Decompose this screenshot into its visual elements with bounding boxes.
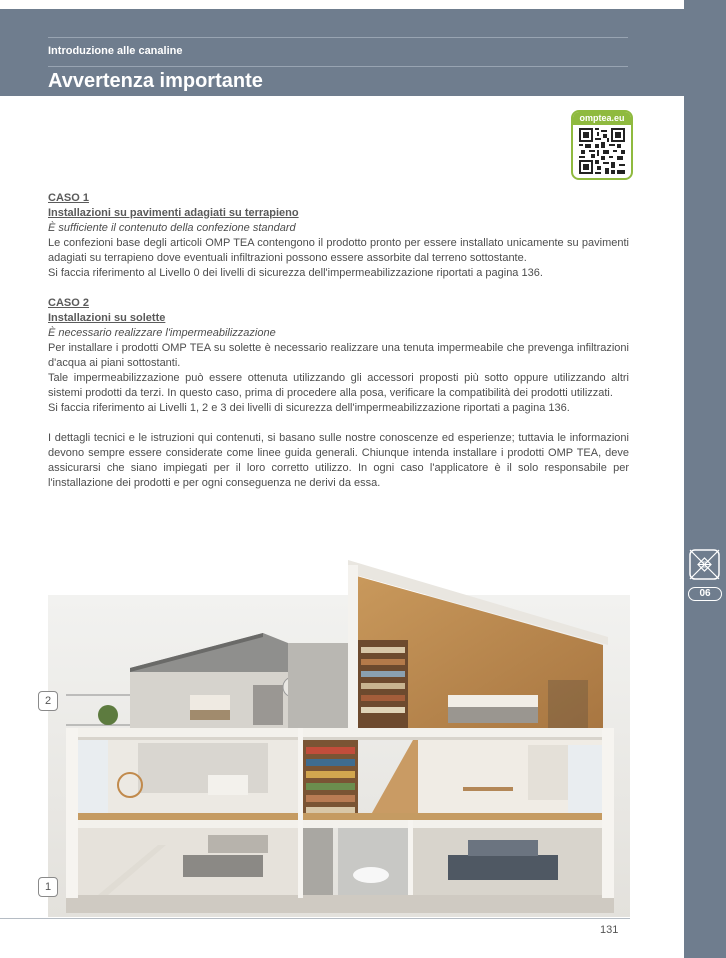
- page-number: 131: [600, 924, 619, 936]
- case2-note: È necessario realizzare l'impermeabilizzazione: [48, 327, 276, 339]
- chapter-rail: [684, 0, 726, 958]
- case2-reference: Si faccia riferimento ai Livelli 1, 2 e 3 dei livelli di sicurezza dell'impermeabilizzazione riportati a pagina 136.: [48, 402, 570, 414]
- house-cutaway-illustration: [48, 555, 630, 917]
- case2-paragraph: Tale impermeabilizzazione può essere ottenuta utilizzando gli accessori proposti più sotto oppure utilizzando altri sistemi prodotti da terzi. In questo caso, prima di procedere alla posa, verificare la compatibilità dei prodotti utilizzati.: [48, 372, 629, 399]
- case2-paragraph: Per installare i prodotti OMP TEA su solette è necessario realizzare una tenuta impermeabile che prevenga infiltrazioni d'acqua ai piani sottostanti.: [48, 342, 629, 369]
- case1-paragraph: Le confezioni base degli articoli OMP TEA contengono il prodotto pronto per essere installato unicamente su pavimenti adagiati su terrapieno dove eventuali infiltrazioni possono essere assorbite dal terreno sottostante.: [48, 237, 629, 264]
- footer-rule: [0, 918, 630, 919]
- chapter-number-badge: 06: [688, 587, 722, 601]
- qr-code-box[interactable]: [571, 110, 633, 180]
- qr-label: omptea.eu: [573, 112, 631, 125]
- section-label: Introduzione alle canaline: [48, 45, 183, 57]
- level-marker-2: 2: [38, 691, 58, 711]
- page-title: Avvertenza importante: [48, 70, 263, 92]
- case1-note: È sufficiente il contenuto della confezione standard: [48, 222, 296, 234]
- header-rule-top: [48, 37, 628, 38]
- disclaimer: I dettagli tecnici e le istruzioni qui contenuti, si basano sulle nostre conoscenze ed esperienze; tuttavia le informazioni devono sempre essere considerate come linee guida generali. Chiunque intenda installare i prodotti OMP TEA, deve assicurarsi che siano impiegati per il loro corretto utilizzo. In ogni caso l'applicatore è il solo responsabile per l'installazione dei prodotti e per ogni conseguenza ne derivi da essa.: [48, 432, 629, 489]
- house-illustration: [48, 555, 630, 917]
- body-text: [48, 191, 629, 491]
- chapter-icon: [689, 549, 720, 580]
- header-band: [0, 9, 684, 96]
- case1-subtitle: Installazioni su pavimenti adagiati su terrapieno: [48, 207, 299, 219]
- top-strip: [0, 0, 684, 9]
- case2-title: CASO 2: [48, 297, 89, 309]
- header-rule-bottom: [48, 66, 628, 67]
- case1-title: CASO 1: [48, 192, 89, 204]
- case2-subtitle: Installazioni su solette: [48, 312, 166, 324]
- qr-code-icon: [579, 128, 625, 174]
- level-marker-1: 1: [38, 877, 58, 897]
- case1-reference: Si faccia riferimento al Livello 0 dei livelli di sicurezza dell'impermeabilizzazione riportati a pagina 136.: [48, 267, 543, 279]
